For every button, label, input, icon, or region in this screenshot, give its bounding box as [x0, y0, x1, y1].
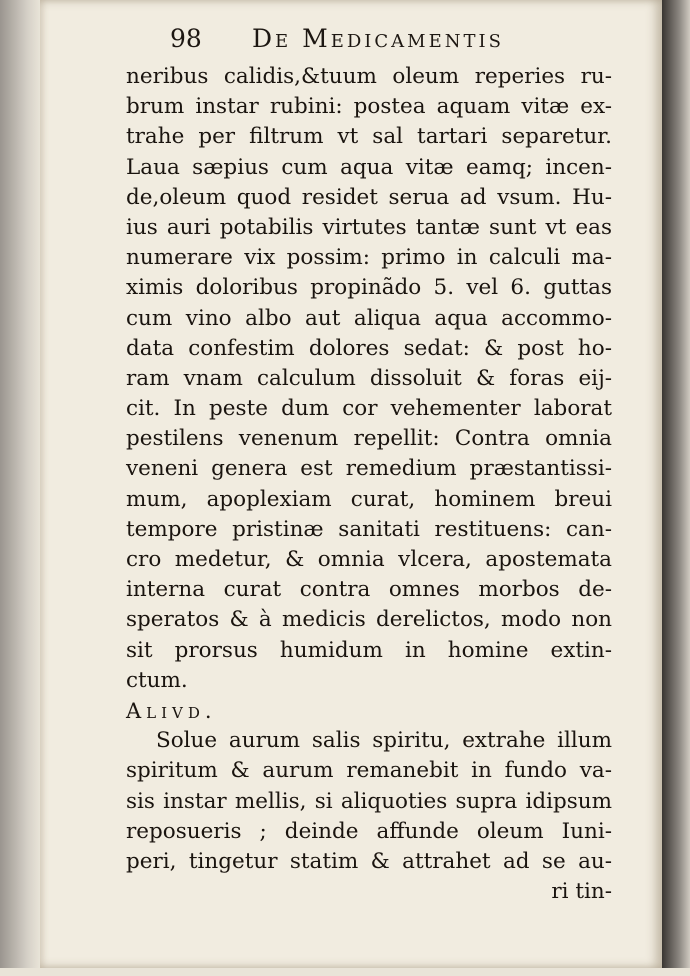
text-line: cit. In peste dum cor vehementer laborat: [126, 396, 612, 422]
left-page-edge: [0, 0, 40, 976]
right-page-edge: [662, 0, 690, 976]
text-line: data confestim dolores sedat: & post ho-: [126, 335, 612, 361]
text-line: ram vnam calculum dissoluit & foras eij-: [126, 365, 612, 391]
text-line: reposueris ; deinde affunde oleum Iuni-: [126, 818, 612, 844]
text-line: trahe per filtrum vt sal tartari separetur.: [126, 124, 612, 150]
text-line: sis instar mellis, si aliquoties supra idipsum: [126, 788, 612, 814]
text-line: veneni genera est remedium præstantissi-: [126, 456, 612, 482]
text-line: sit prorsus humidum in homine extin-: [126, 637, 612, 663]
running-head: De Medicamentis: [252, 24, 504, 53]
text-line: Laua sæpius cum aqua vitæ eamq; incen-: [126, 154, 612, 180]
text-line: speratos & à medicis derelictos, modo non: [126, 607, 612, 633]
section-heading: Alivd.: [126, 698, 217, 723]
text-line: interna curat contra omnes morbos de-: [126, 577, 612, 603]
text-line: neribus calidis,&tuum oleum reperies ru-: [126, 64, 612, 89]
text-line: Solue aurum salis spiritu, extrahe illum: [156, 728, 612, 754]
text-line: ximis doloribus propinãdo 5. vel 6. guttas: [126, 275, 612, 301]
text-line: spiritum & aurum remanebit in fundo va-: [126, 758, 612, 784]
page-number: 98: [170, 24, 202, 53]
catchword: ri tin-: [551, 879, 612, 905]
main-text: [126, 62, 612, 907]
page-header: [170, 24, 610, 60]
text-line: ius auri potabilis virtutes tantæ sunt vt eas: [126, 214, 612, 240]
text-line: peri, tingetur statim & attrahet ad se au-: [126, 848, 612, 874]
text-line: pestilens venenum repellit: Contra omnia: [126, 426, 612, 452]
text-line: tempore pristinæ sanitati restituens: can-: [126, 516, 612, 542]
text-line: cum vino albo aut aliqua aqua accommo-: [126, 305, 612, 331]
text-line: cro medetur, & omnia vlcera, apostemata: [126, 547, 612, 572]
text-line: mum, apoplexiam curat, hominem breui: [126, 486, 612, 512]
text-line: brum instar rubini: postea aquam vitæ ex-: [126, 94, 612, 120]
text-line: ctum.: [126, 667, 188, 693]
bottom-page-edge: [0, 968, 690, 976]
text-line: de,oleum quod residet serua ad vsum. Hu-: [126, 184, 612, 210]
text-line: numerare vix possim: primo in calculi ma-: [126, 245, 612, 271]
